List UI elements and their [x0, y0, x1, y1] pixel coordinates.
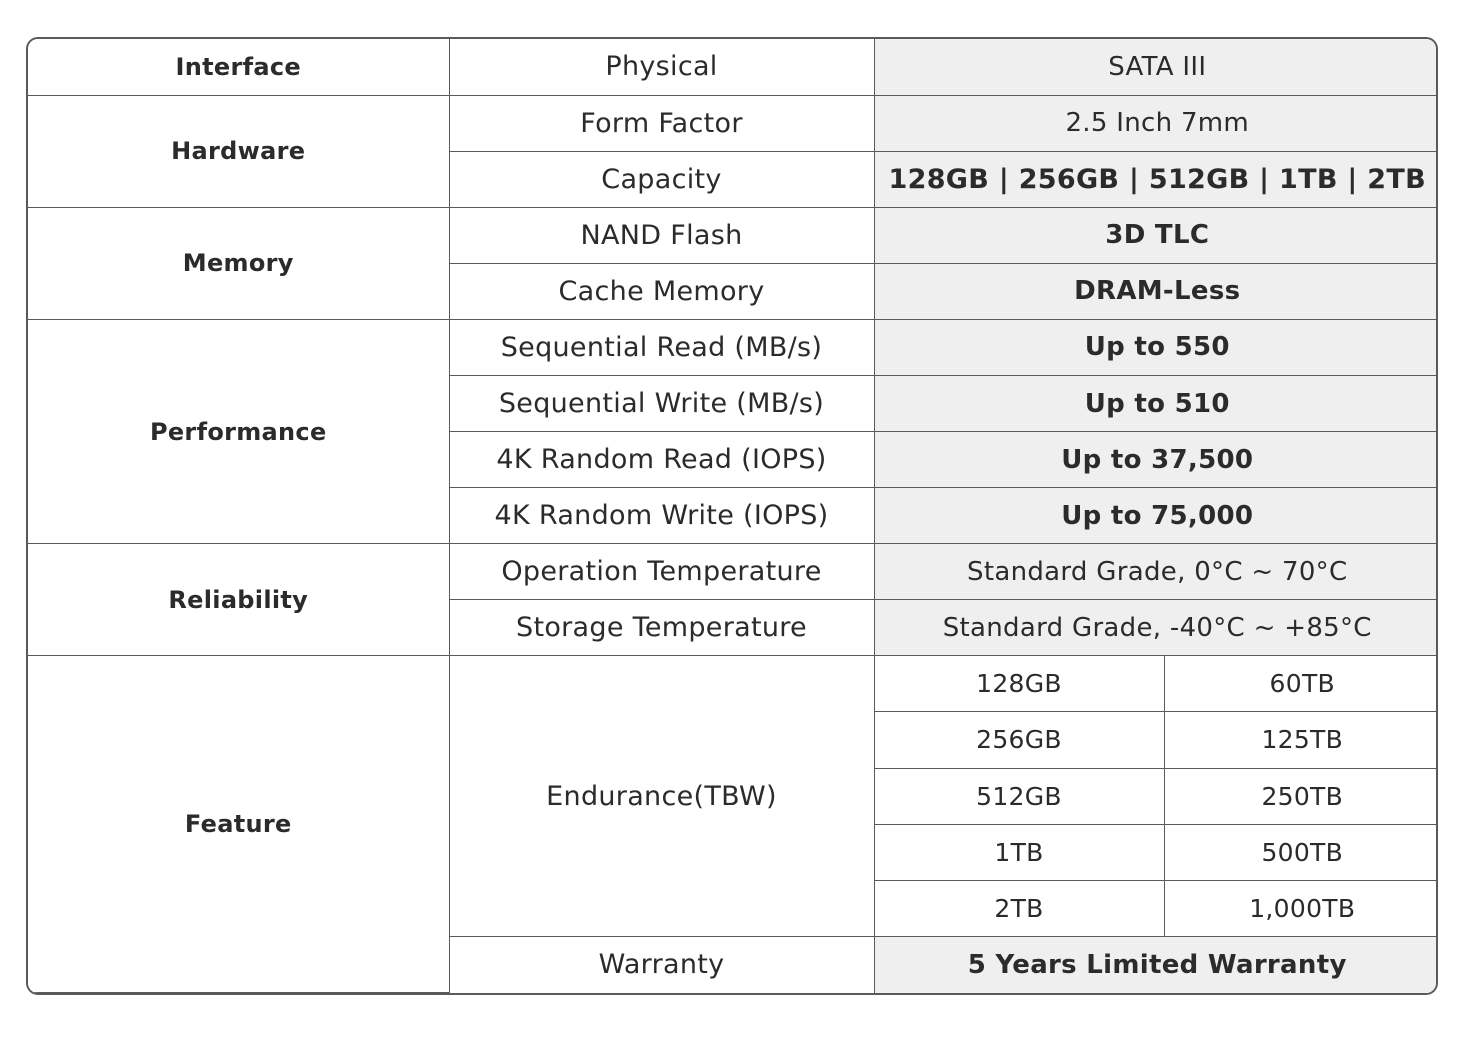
label-seq-read: Sequential Read (MB/s) — [449, 319, 874, 375]
label-warranty: Warranty — [449, 936, 874, 992]
value-capacity: 128GB | 256GB | 512GB | 1TB | 2TB — [874, 151, 1438, 207]
value-storage-temp: Standard Grade, -40°C ~ +85°C — [874, 600, 1438, 656]
endurance-tbw: 250TB — [1164, 768, 1438, 824]
value-warranty: 5 Years Limited Warranty — [874, 936, 1438, 992]
value-rand-write: Up to 75,000 — [874, 488, 1438, 544]
label-seq-write: Sequential Write (MB/s) — [449, 375, 874, 431]
label-cache: Cache Memory — [449, 263, 874, 319]
endurance-tbw: 1,000TB — [1164, 880, 1438, 936]
label-rand-read: 4K Random Read (IOPS) — [449, 432, 874, 488]
category-feature: Feature — [28, 656, 449, 993]
category-memory: Memory — [28, 207, 449, 319]
endurance-capacity: 256GB — [874, 712, 1164, 768]
label-storage-temp: Storage Temperature — [449, 600, 874, 656]
value-seq-read: Up to 550 — [874, 319, 1438, 375]
row-seq-read — [28, 319, 1438, 375]
value-form-factor: 2.5 Inch 7mm — [874, 95, 1438, 151]
category-performance: Performance — [28, 319, 449, 543]
value-seq-write: Up to 510 — [874, 375, 1438, 431]
value-cache: DRAM-Less — [874, 263, 1438, 319]
row-interface — [28, 39, 1438, 95]
endurance-tbw: 125TB — [1164, 712, 1438, 768]
label-op-temp: Operation Temperature — [449, 544, 874, 600]
label-endurance: Endurance(TBW) — [449, 656, 874, 936]
category-interface: Interface — [28, 39, 449, 95]
label-capacity: Capacity — [449, 151, 874, 207]
row-form-factor — [28, 95, 1438, 151]
category-reliability: Reliability — [28, 544, 449, 656]
spec-table — [26, 37, 1438, 995]
endurance-tbw: 500TB — [1164, 824, 1438, 880]
label-rand-write: 4K Random Write (IOPS) — [449, 488, 874, 544]
endurance-capacity: 1TB — [874, 824, 1164, 880]
value-rand-read: Up to 37,500 — [874, 432, 1438, 488]
label-nand: NAND Flash — [449, 207, 874, 263]
endurance-capacity: 512GB — [874, 768, 1164, 824]
label-form-factor: Form Factor — [449, 95, 874, 151]
row-endurance-1 — [28, 656, 1438, 712]
value-nand: 3D TLC — [874, 207, 1438, 263]
value-physical: SATA III — [874, 39, 1438, 95]
category-hardware: Hardware — [28, 95, 449, 207]
endurance-tbw: 60TB — [1164, 656, 1438, 712]
label-physical: Physical — [449, 39, 874, 95]
endurance-capacity: 128GB — [874, 656, 1164, 712]
endurance-capacity: 2TB — [874, 880, 1164, 936]
row-nand — [28, 207, 1438, 263]
row-op-temp — [28, 544, 1438, 600]
value-op-temp: Standard Grade, 0°C ~ 70°C — [874, 544, 1438, 600]
